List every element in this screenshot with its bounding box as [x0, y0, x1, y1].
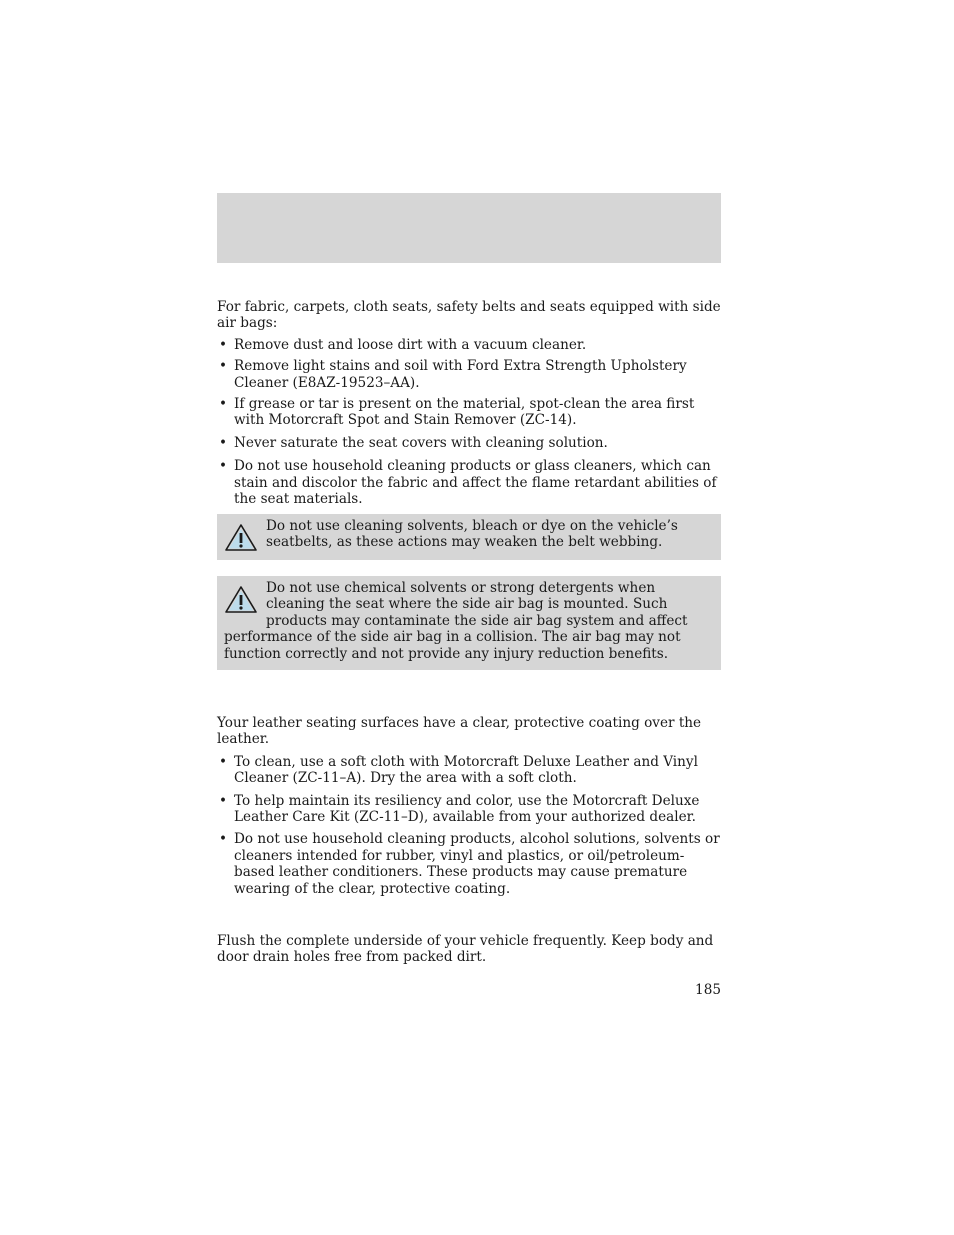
- list-item: • Never saturate the seat covers with cleaning solution.: [217, 435, 721, 451]
- underbody-text: Flush the complete underside of your vehicle frequently. Keep body and door drain holes free from packed dirt.: [217, 933, 714, 966]
- list-item: • Remove light stains and soil with Ford Extra Strength Upholstery Cleaner (E8AZ-19523–AA).: [217, 358, 721, 391]
- fabric-bullet-list: [217, 337, 721, 508]
- underbody-section: [217, 933, 721, 966]
- leather-bullet-list: [217, 754, 721, 897]
- list-item: • Do not use household cleaning products or glass cleaners, which can stain and discolor the fabric and affect the flame retardant abilities of the seat materials.: [217, 458, 721, 507]
- list-item: • Remove dust and loose dirt with a vacuum cleaner.: [217, 337, 721, 353]
- list-item: • Do not use household cleaning products, alcohol solutions, solvents or cleaners intended for rubber, vinyl and plastics, or oil/petroleum-based leather conditioners. These products may cause premature wearing of the clear, protective coating.: [217, 831, 721, 897]
- fabric-intro: For fabric, carpets, cloth seats, safety belts and seats equipped with side air bags:: [217, 299, 721, 332]
- leather-intro: Your leather seating surfaces have a clear, protective coating over the leather.: [217, 715, 702, 748]
- warning-box-side-airbag: [217, 576, 721, 670]
- warning-triangle-icon: [224, 523, 258, 553]
- header-band: [217, 193, 721, 263]
- warning-text: Do not use cleaning solvents, bleach or dye on the vehicle’s seatbelts, as these actions may weaken the belt webbing.: [266, 518, 678, 551]
- leather-section: [217, 715, 721, 897]
- list-item: • If grease or tar is present on the material, spot-clean the area first with Motorcraft Spot and Stain Remover (ZC-14).: [217, 396, 721, 429]
- page-number: 185: [695, 982, 721, 998]
- warning-triangle-icon: [224, 585, 258, 615]
- list-item: • To clean, use a soft cloth with Motorcraft Deluxe Leather and Vinyl Cleaner (ZC-11–A). Dry the area with a soft cloth.: [217, 754, 721, 787]
- warning-text: Do not use chemical solvents or strong detergents when cleaning the seat where the side air bag is mounted. Such products may contaminate the side air bag system and affect performance of the side air bag in a collision. The air bag may not function correctly and not provide any injury reduction benefits.: [224, 580, 688, 662]
- list-item: • To help maintain its resiliency and color, use the Motorcraft Deluxe Leather Care Kit (ZC-11–D), available from your authorized dealer.: [217, 793, 721, 826]
- fabric-section: [217, 299, 721, 507]
- warning-box-seatbelts: [217, 514, 721, 560]
